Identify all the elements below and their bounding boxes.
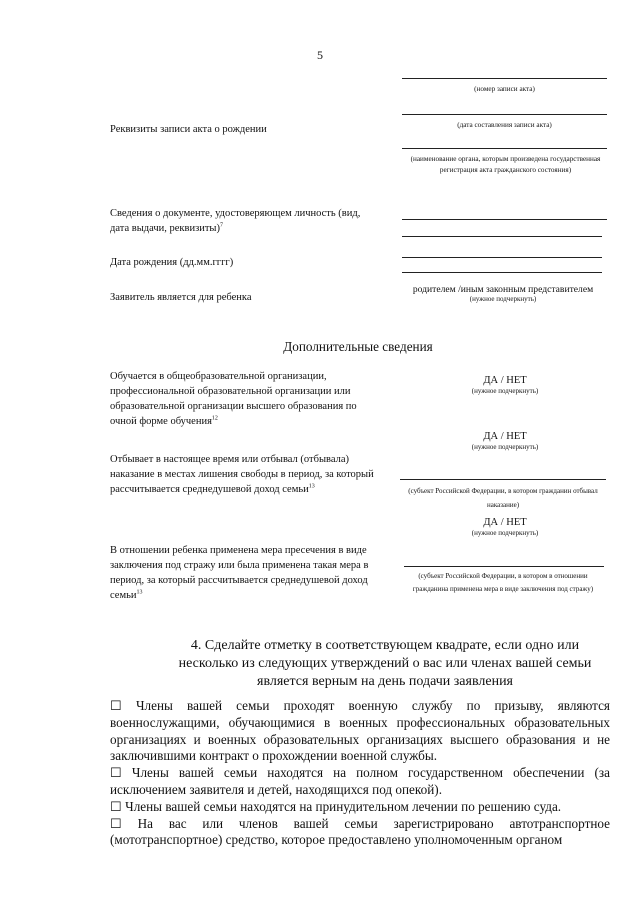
- record-date-caption: (дата составления записи акта): [457, 121, 552, 129]
- section4-item-text: Члены вашей семьи находятся на полном государственном обеспечении (за исключением заявителя и детей, находящихся под опекой).: [110, 765, 610, 797]
- record-organ-line: [402, 148, 607, 149]
- study-answer: ДА / НЕТ: [483, 375, 527, 386]
- section4-item: [110, 816, 610, 850]
- section4-item-text: На вас или членов вашей семьи зарегистрировано автотранспортное (мототранспортное) средство, которое предоставлено уполномоченным органом: [110, 815, 610, 848]
- prison-footnote: 13: [308, 483, 315, 490]
- study-caption: (нужное подчеркнуть): [471, 387, 539, 395]
- applicant-value: родителем /иным законным представителем: [412, 284, 594, 295]
- prison-subject-line: [400, 479, 606, 480]
- section4-item: [110, 799, 610, 816]
- record-number-line: [402, 78, 607, 79]
- study-footnote: 12: [211, 415, 218, 422]
- birth-date-line-2: [402, 272, 602, 273]
- checkbox[interactable]: ☐: [110, 815, 122, 831]
- record-date-line: [402, 114, 607, 115]
- identity-doc-text: Сведения о документе, удостоверяющем личность (вид, дата выдачи, реквизиты): [110, 208, 361, 234]
- section4-item: [110, 765, 610, 799]
- section4-heading: 4. Сделайте отметку в соответствующем квадрате, если одно или несколько из следующих утверждений о вас или членах вашей семьи является верным на день подачи заявления: [178, 638, 592, 689]
- custody-label: [110, 543, 378, 603]
- applicant-label: Заявитель является для ребенка: [110, 292, 252, 303]
- page-number: 5: [317, 48, 323, 62]
- record-organ-caption: (наименование органа, которым произведена государственная регистрация акта гражданского состояния): [410, 155, 601, 174]
- birth-record-label: Реквизиты записи акта о рождении: [110, 124, 267, 135]
- custody-answer: ДА / НЕТ: [483, 517, 527, 528]
- checkbox[interactable]: ☐: [110, 698, 122, 713]
- identity-line-1: [402, 219, 607, 220]
- applicant-caption: (нужное подчеркнуть): [469, 295, 537, 303]
- section4-item-text: Члены вашей семьи находятся на принудительном лечении по решению суда.: [125, 798, 562, 814]
- prison-subject-caption: (субъект Российской Федерации, в котором гражданин отбывал наказание): [408, 487, 598, 509]
- checkbox[interactable]: ☐: [110, 798, 122, 814]
- custody-caption: (нужное подчеркнуть): [471, 529, 539, 537]
- custody-text: В отношении ребенка применена мера пресечения в виде заключения под стражу или была применена такая мера в период, за который рассчитывается среднедушевой доход семьи: [110, 545, 369, 601]
- record-number-caption: (номер записи акта): [474, 85, 535, 93]
- additional-heading: Дополнительные сведения: [283, 339, 433, 354]
- section4-list: [110, 698, 610, 849]
- prison-label: [110, 452, 382, 497]
- identity-doc-footnote: 7: [219, 222, 223, 229]
- section4-item-text: Члены вашей семьи проходят военную службу по призыву, являются военнослужащими, обучающимися в военных профессиональных образовательных организациях и военных образовательных организациях высшего образования и не заключившими контракт о прохождении военной службы.: [110, 698, 610, 764]
- prison-text: Отбывает в настоящее время или отбывал (отбывала) наказание в местах лишения свободы в период, за который рассчитывается среднедушевой доход семьи: [110, 454, 374, 495]
- custody-subject-line: [404, 566, 604, 567]
- section4-item: [110, 698, 610, 765]
- identity-line-2: [402, 236, 602, 237]
- birth-date-label: Дата рождения (дд.мм.гггг): [110, 257, 234, 268]
- identity-doc-label: [110, 206, 372, 236]
- custody-footnote: 13: [136, 589, 143, 596]
- study-label: [110, 369, 380, 429]
- prison-answer: ДА / НЕТ: [483, 431, 527, 442]
- birth-date-line-1: [402, 257, 602, 258]
- study-text: Обучается в общеобразовательной организации, профессиональной образовательной организации или образовательной организации высшего образования по очной форме обучения: [110, 371, 357, 427]
- prison-caption: (нужное подчеркнуть): [471, 443, 539, 451]
- checkbox[interactable]: ☐: [110, 765, 122, 781]
- custody-subject-caption: (субъект Российской Федерации, в котором в отношении гражданина применена мера в виде заключения под стражу): [412, 572, 594, 593]
